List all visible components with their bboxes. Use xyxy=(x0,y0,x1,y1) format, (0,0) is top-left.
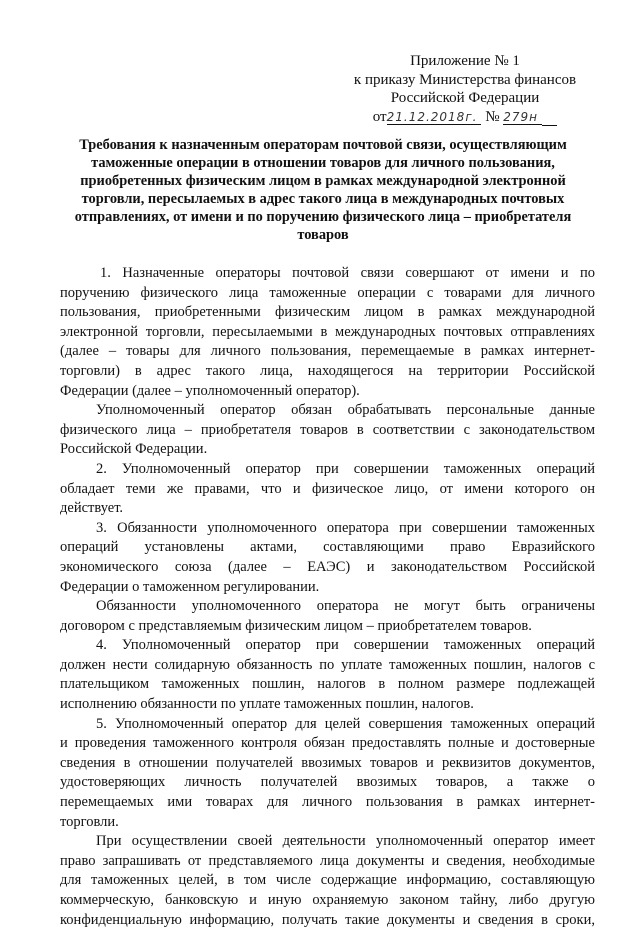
body-line: Федерации (далее – уполномоченный оператор). xyxy=(60,382,360,399)
order-date-number xyxy=(300,108,630,127)
body-line: право запрашивать от представляемого лица документы и сведения, необходимые xyxy=(60,852,595,869)
body-line: и проведения таможенного контроля обязан предоставлять полные и достоверные xyxy=(60,735,595,752)
number-prefix: № xyxy=(485,108,500,125)
ministry-name: Российской Федерации xyxy=(390,90,540,106)
body-line: 1. Назначенные операторы почтовой связи совершают от имени и по xyxy=(100,265,595,281)
body-line: сведения в отношении получателей ввозимых товаров и реквизитов документов, xyxy=(60,754,595,771)
body-line: (далее – товары для личного пользования, перемещаемые в рамках интернет- xyxy=(60,343,595,360)
body-line: коммерческую, банковскую и иную охраняемую законом тайну, либо другую xyxy=(60,892,595,908)
body-line: электронной торговли, пересылаемыми в международных почтовых отправлениях xyxy=(60,323,595,340)
body-line: пользования, приобретенными физическим лицом в рамках международной xyxy=(60,304,595,321)
body-line: действует. xyxy=(60,500,124,517)
body-line: 2. Уполномоченный оператор при совершении таможенных операций xyxy=(96,460,595,477)
body-line: торговли) в адрес такого лица, находящегося на территории Российской xyxy=(60,362,595,379)
title-line: Требования к назначенным операторам почтовой связи, осуществляющим xyxy=(79,137,567,153)
body-line: Уполномоченный оператор обязан обрабатывать персональные данные xyxy=(96,402,595,419)
handwritten-number: 279н xyxy=(503,110,542,125)
title-line: торговли, пересылаемых в адрес такого лица в международных почтовых xyxy=(81,191,565,208)
body-line: для таможенных целей, в том числе содержащие информацию, составляющую xyxy=(60,872,595,889)
order-reference: к приказу Министерства финансов xyxy=(353,71,577,88)
title-line: отправлениях, от имени и по поручению физического лица – приобретателя xyxy=(74,209,572,226)
title-line: таможенные операции в отношении товаров для личного пользования, xyxy=(91,155,555,172)
body-line: конфиденциальную информацию, получать такие документы и сведения в сроки, xyxy=(60,911,595,928)
body-line: поручению физического лица таможенные операции с товарами для личного xyxy=(60,284,595,301)
title-line: товаров xyxy=(297,227,349,244)
document-title xyxy=(60,136,586,245)
body-line: экономического союза (далее – ЕАЭС) и законодательством Российской xyxy=(60,558,595,575)
body-line: 4. Уполномоченный оператор при совершении таможенных операций xyxy=(96,637,595,654)
title-line: приобретенных физическим лицом в рамках международной электронной xyxy=(80,173,566,190)
body-line: 5. Уполномоченный оператор для целей совершения таможенных операций xyxy=(96,715,595,732)
date-prefix: от xyxy=(372,108,387,125)
appendix-header xyxy=(300,52,630,126)
body-line: При осуществлении своей деятельности уполномоченный оператор имеет xyxy=(96,833,595,850)
body-line: исполнению обязанности по уплате таможенных пошлин, налогов. xyxy=(60,696,474,713)
body-line: Обязанности уполномоченного оператора не могут быть ограничены xyxy=(96,598,595,615)
document-body xyxy=(60,264,595,930)
handwritten-date: 21.12.2018г. xyxy=(387,110,482,125)
body-line: 3. Обязанности уполномоченного оператора при совершении таможенных xyxy=(96,519,595,536)
body-line: должен нести солидарную обязанность по уплате таможенных пошлин, налогов с xyxy=(60,656,595,673)
body-line: торговли. xyxy=(60,813,119,830)
body-line: обладает теми же правами, что и физическое лицо, от имени которого он xyxy=(60,480,595,497)
body-line: перемещаемых ими товарах для личного пользования в рамках интернет- xyxy=(60,794,595,811)
body-line: Российской Федерации. xyxy=(60,441,208,458)
body-line: операций установлены актами, составляющими право Евразийского xyxy=(60,539,595,556)
body-line: плательщиком таможенных пошлин, налогов в полном размере подлежащей xyxy=(60,676,595,693)
appendix-title: Приложение № 1 xyxy=(410,53,520,69)
body-line: удостоверяющих личность получателей ввозимых товаров, а также о xyxy=(60,774,595,791)
body-line: физического лица – приобретателя товаров в соответствии с законодательством xyxy=(60,421,595,438)
body-line: Федерации о таможенном регулировании. xyxy=(60,578,320,595)
body-line: договором с представляемым физическим лицом – приобретателем товаров. xyxy=(60,617,532,634)
